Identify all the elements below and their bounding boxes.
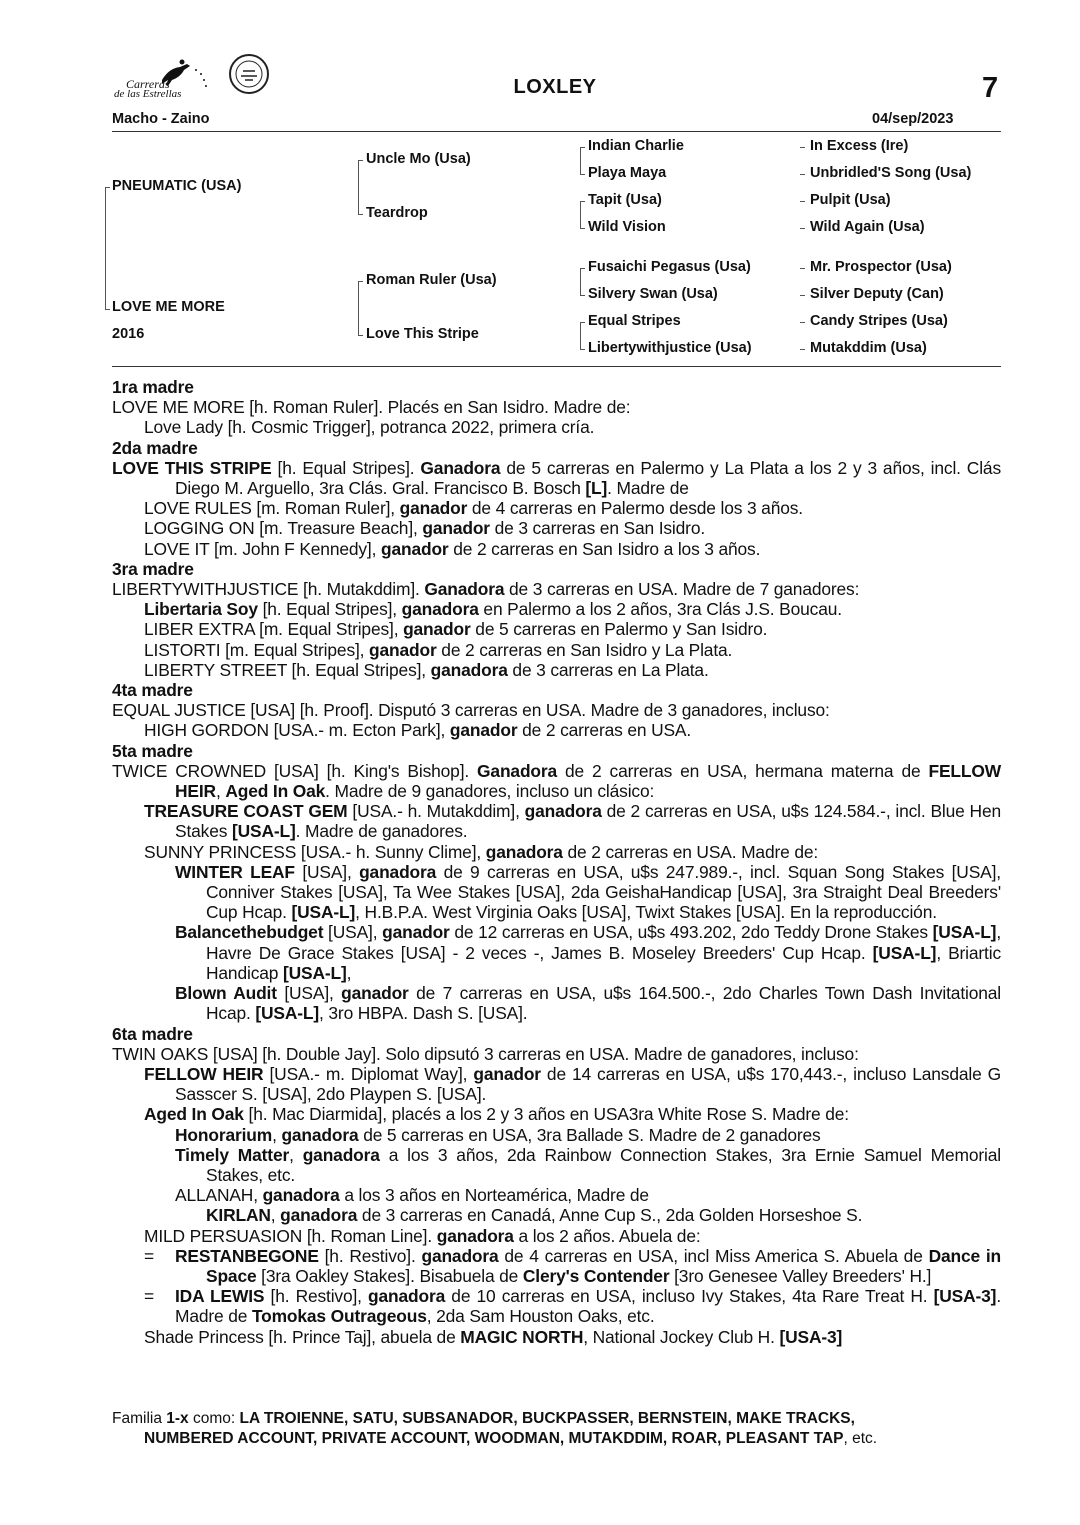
text-line: LOGGING ON [m. Treasure Beach], ganador de 3 carreras en San Isidro.: [144, 518, 706, 539]
sale-date: 04/sep/2023: [872, 111, 954, 127]
logo-text-1: Carreras: [126, 77, 170, 91]
family-line: Familia 1-x como: LA TROIENNE, SATU, SUBSANADOR, BUCKPASSER, BERNSTEIN, MAKE TRACKS, NUMBERED ACCOUNT, PRIVATE ACCOUNT, WOODMAN, MUTAKDDIM, ROAR, PLEASANT TAP, etc.: [112, 1410, 878, 1447]
g4-4: Wild Again (Usa): [810, 219, 925, 235]
g3-5: Fusaichi Pegasus (Usa): [588, 259, 751, 275]
g4-7: Candy Stripes (Usa): [810, 313, 948, 329]
logo-text-2: de las Estrellas: [114, 88, 182, 100]
section-4ta-madre: 4ta madre: [112, 680, 193, 701]
header-rule: [112, 131, 1001, 132]
sire: PNEUMATIC (USA): [112, 178, 242, 194]
text-line: LIBERTY STREET [h. Equal Stripes], ganadora de 3 carreras en La Plata.: [144, 659, 709, 680]
text-line: Aged In Oak [h. Mac Diarmida], placés a los 2 y 3 años en USA3ra White Rose S. Madre de:: [144, 1104, 849, 1125]
section-3ra-madre: 3ra madre: [112, 558, 194, 579]
g4-8: Mutakddim (Usa): [810, 340, 927, 356]
equals-marker: =: [144, 1286, 155, 1307]
text-line: TWICE CROWNED [USA] [h. King's Bishop]. Ganadora de 2 carreras en USA, hermana materna de FELLOW HEIR, Aged In Oak. Madre de 9 ganadores, incluso un clásico:: [112, 760, 1001, 802]
dam: LOVE ME MORE: [112, 299, 225, 315]
birth-year: 2016: [112, 326, 145, 342]
text-line: SUNNY PRINCESS [USA.- h. Sunny Clime], ganadora de 2 carreras en USA. Madre de:: [144, 841, 819, 862]
section-5ta-madre: 5ta madre: [112, 740, 193, 761]
section-2da-madre: 2da madre: [112, 437, 198, 458]
horse-name: LOXLEY: [513, 76, 597, 98]
dam-sire: Roman Ruler (Usa): [366, 272, 497, 288]
g4-2: Unbridled'S Song (Usa): [810, 165, 972, 181]
text-line: = IDA LEWIS [h. Restivo], ganadora de 10 carreras en USA, incluso Ivy Stakes, 4ta Rare Treat H. [USA-3]. Madre de Tomokas Outrageous, 2da Sam Houston Oaks, etc.: [144, 1286, 1002, 1327]
section-1ra-madre: 1ra madre: [112, 377, 194, 397]
g3-8: Libertywithjustice (Usa): [588, 340, 752, 356]
text-line: TWIN OAKS [USA] [h. Double Jay]. Solo dipsutó 3 carreras en USA. Madre de ganadores, incluso:: [112, 1043, 859, 1064]
g4-5: Mr. Prospector (Usa): [810, 259, 952, 275]
g4-6: Silver Deputy (Can): [810, 286, 944, 302]
catalog-body: [112, 377, 1001, 1347]
text-line: LOVE IT [m. John F Kennedy], ganador de 2 carreras en San Isidro a los 3 años.: [144, 538, 761, 559]
g4-1: In Excess (Ire): [810, 138, 909, 154]
sire-dam: Teardrop: [366, 205, 428, 221]
text-line: Love Lady [h. Cosmic Trigger], potranca 2022, primera cría.: [144, 417, 595, 438]
text-line: ALLANAH, ganadora a los 3 años en Norteamérica, Madre de: [175, 1185, 649, 1206]
text-line: Blown Audit [USA], ganador de 7 carreras en USA, u$s 164.500.-, 2do Charles Town Dash Invitational Hcap. [USA-L], 3ro HBPA. Dash S. [USA].: [175, 983, 1001, 1024]
g3-6: Silvery Swan (Usa): [588, 286, 718, 302]
g3-7: Equal Stripes: [588, 313, 681, 329]
text-line: EQUAL JUSTICE [USA] [h. Proof]. Disputó 3 carreras en USA. Madre de 3 ganadores, incluso:: [112, 700, 830, 721]
text-line: Libertaria Soy [h. Equal Stripes], ganadora en Palermo a los 2 años, 3ra Clás J.S. Boucau.: [144, 599, 842, 620]
text-line: LOVE THIS STRIPE [h. Equal Stripes]. Ganadora de 5 carreras en Palermo y La Plata a los 2 y 3 años, incl. Clás Diego M. Arguello, 3ra Clás. Gral. Francisco B. Bosch [L]. Madre de: [112, 457, 1001, 499]
dam-dam: Love This Stripe: [366, 326, 479, 342]
g3-1: Indian Charlie: [588, 138, 684, 154]
pedigree-rule: [112, 366, 1001, 367]
text-line: HIGH GORDON [USA.- m. Ecton Park], ganador de 2 carreras en USA.: [144, 720, 692, 741]
text-line: TREASURE COAST GEM [USA.- h. Mutakddim], ganadora de 2 carreras en USA, u$s 124.584.-, incl. Blue Hen Stakes [USA-L]. Madre de ganadores.: [144, 801, 1001, 842]
text-line: LISTORTI [m. Equal Stripes], ganador de 2 carreras en San Isidro y La Plata.: [144, 639, 733, 660]
g4-3: Pulpit (Usa): [810, 192, 891, 208]
sire-sire: Uncle Mo (Usa): [366, 151, 471, 167]
text-line: LOVE ME MORE [h. Roman Ruler]. Placés en San Isidro. Madre de:: [112, 397, 631, 418]
text-line: Balancethebudget [USA], ganador de 12 carreras en USA, u$s 493.202, 2do Teddy Drone Stakes [USA-L], Havre De Grace Stakes [USA] - 2 veces -, James B. Moseley Breeders' Cup Hcap. [USA-L], Briartic Handicap [USA-L],: [175, 922, 1001, 983]
text-line: LIBERTYWITHJUSTICE [h. Mutakddim]. Ganadora de 3 carreras en USA. Madre de 7 ganadores:: [112, 579, 860, 600]
equals-marker: =: [144, 1245, 155, 1266]
text-line: = RESTANBEGONE [h. Restivo]. ganadora de 4 carreras en USA, incl Miss America S. Abuela de Dance in Space [3ra Oakley Stakes]. Bisabuela de Clery's Contender [3ro Genesee Valley Breeders' H.]: [144, 1245, 1001, 1286]
text-line: WINTER LEAF [USA], ganadora de 9 carreras en USA, u$s 247.989.-, incl. Squan Song Stakes [USA], Conniver Stakes [USA], Ta Wee Stakes [USA], 2da GeishaHandicap [USA], 3ra Straight Deal Breeders' Cup Hcap. [USA-L], H.B.P.A. West Virginia Oaks [USA], Twixt Stakes [USA]. En la reproducción.: [175, 861, 1001, 923]
lot-number: 7: [982, 72, 999, 104]
text-line: FELLOW HEIR [USA.- m. Diplomat Way], ganador de 14 carreras en USA, u$s 170,443.-, incluso Lansdale G Sasscer S. [USA], 2do Playpen S. [USA].: [144, 1063, 1002, 1105]
g3-4: Wild Vision: [588, 219, 666, 235]
text-line: Honorarium, ganadora de 5 carreras en USA, 3ra Ballade S. Madre de 2 ganadores: [175, 1124, 821, 1145]
text-line: LIBER EXTRA [m. Equal Stripes], ganador de 5 carreras en Palermo y San Isidro.: [144, 619, 768, 640]
text-line: LOVE RULES [m. Roman Ruler], ganador de 4 carreras en Palermo desde los 3 años.: [144, 498, 803, 519]
section-6ta-madre: 6ta madre: [112, 1023, 193, 1044]
g3-3: Tapit (Usa): [588, 192, 662, 208]
text-line: Timely Matter, ganadora a los 3 años, 2da Rainbow Connection Stakes, 3ra Ernie Samuel Memorial Stakes, etc.: [175, 1144, 1001, 1185]
text-line: Shade Princess [h. Prince Taj], abuela de MAGIC NORTH, National Jockey Club H. [USA-3]: [144, 1326, 843, 1347]
g3-2: Playa Maya: [588, 165, 667, 181]
text-line: MILD PERSUASION [h. Roman Line]. ganadora a los 2 años. Abuela de:: [144, 1225, 701, 1246]
text-line: KIRLAN, ganadora de 3 carreras en Canadá, Anne Cup S., 2da Golden Horseshoe S.: [206, 1205, 863, 1226]
sex-color: Macho - Zaino: [112, 111, 210, 127]
